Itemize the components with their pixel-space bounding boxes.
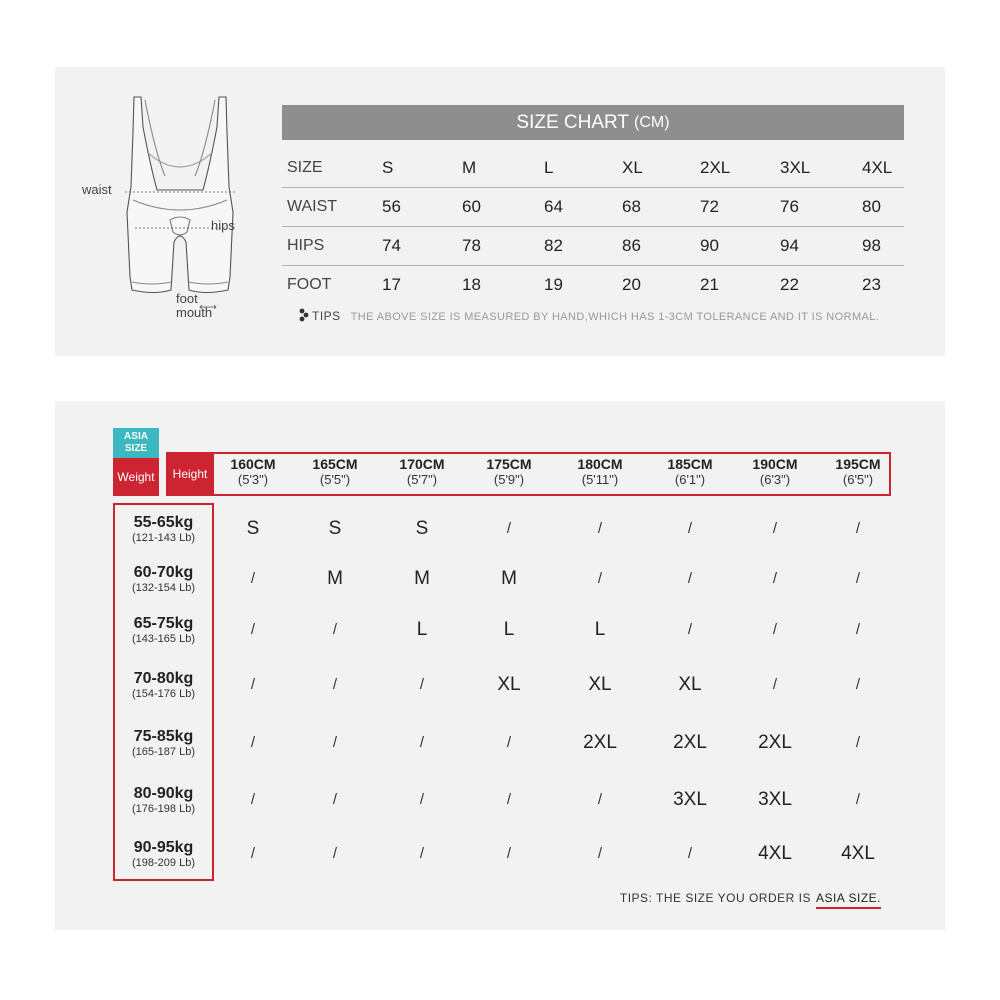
weight-lb: (154-176 Lb)	[132, 688, 195, 700]
asia-size-cell: /	[855, 621, 861, 638]
size-chart-cell: 56	[382, 197, 401, 216]
tips-label: TIPS	[312, 309, 341, 323]
height-cm: 160CM	[230, 456, 276, 472]
height-column-header	[650, 456, 730, 487]
asia-size-cell: /	[250, 845, 256, 862]
weight-kg: 65-75kg	[133, 615, 194, 632]
asia-size-cell: /	[855, 676, 861, 693]
asia-size-cell: /	[687, 845, 693, 862]
asia-size-cell: 3XL	[758, 789, 792, 810]
size-chart-cell: 98	[862, 236, 881, 255]
height-ft: (6'1")	[674, 472, 706, 487]
height-tag-text: Height	[172, 467, 208, 481]
asia-size-cell: /	[419, 734, 425, 751]
size-chart-cell: 82	[544, 236, 563, 255]
asia-size-cell: XL	[497, 674, 521, 695]
weight-row-label	[115, 728, 212, 759]
size-chart-cell: 86	[622, 236, 641, 255]
height-cm: 180CM	[577, 456, 623, 472]
height-cm: 170CM	[399, 456, 445, 472]
asia-size-cell: /	[597, 845, 603, 862]
asia-size-cell: /	[597, 570, 603, 587]
asia-size-cell: /	[332, 621, 338, 638]
size-chart-unit: (CM)	[634, 113, 670, 131]
asia-size-cell: /	[506, 734, 512, 751]
size-chart-cell: 4XL	[862, 158, 893, 177]
tips-icon	[298, 308, 310, 322]
weight-row-label	[115, 615, 212, 646]
size-chart-cell: 80	[862, 197, 881, 216]
weight-kg: 70-80kg	[133, 670, 194, 687]
bib-shorts-illustration	[75, 92, 250, 332]
weight-lb: (132-154 Lb)	[132, 582, 195, 594]
asia-size-cell: /	[855, 520, 861, 537]
height-cm: 185CM	[667, 456, 713, 472]
size-chart-cell: 3XL	[780, 158, 811, 177]
asia-size-cell: M	[327, 568, 343, 589]
asia-size-cell: /	[855, 570, 861, 587]
asia-size-cell: /	[419, 676, 425, 693]
height-ft: (5'3")	[237, 472, 269, 487]
hips-label: hips	[211, 218, 235, 233]
size-chart-row-label: FOOT	[287, 276, 332, 293]
asia-size-cell: M	[501, 568, 517, 589]
asia-size-footnote	[620, 891, 881, 905]
height-ft: (6'5")	[842, 472, 874, 487]
asia-size-cell: /	[687, 520, 693, 537]
size-chart-cell: 21	[700, 275, 719, 294]
asia-size-cell: /	[772, 676, 778, 693]
weight-lb: (165-187 Lb)	[132, 746, 195, 758]
asia-size-cell: /	[597, 791, 603, 808]
size-chart-title-text: SIZE CHART	[516, 111, 630, 133]
asia-size-cell: /	[772, 621, 778, 638]
asia-size-cell: L	[503, 619, 515, 640]
weight-kg: 60-70kg	[133, 564, 194, 581]
asia-size-cell: 4XL	[841, 843, 875, 864]
height-column-header	[735, 456, 815, 487]
asia-size-badge-text: ASIA SIZE	[124, 431, 148, 454]
size-chart-row	[282, 148, 904, 188]
asia-size-badge	[113, 428, 159, 458]
size-chart-tips	[298, 308, 879, 324]
height-ft: (5'11")	[581, 472, 619, 487]
asia-size-cell: /	[855, 734, 861, 751]
asia-size-cell: M	[414, 568, 430, 589]
size-chart-row-label: WAIST	[287, 198, 338, 215]
size-chart-row-label: SIZE	[287, 159, 323, 176]
height-cm: 190CM	[752, 456, 798, 472]
asia-size-cell: /	[687, 621, 693, 638]
asia-size-cell: /	[332, 791, 338, 808]
weight-row-label	[115, 839, 212, 870]
height-ft: (6'3")	[759, 472, 791, 487]
asia-size-cell: S	[415, 518, 429, 539]
size-chart-row	[282, 265, 904, 304]
size-chart-cell: M	[462, 158, 477, 177]
weight-row-label	[115, 785, 212, 816]
size-chart-cell: L	[544, 158, 554, 177]
size-chart-cell: 19	[544, 275, 563, 294]
asia-size-cell: 2XL	[583, 732, 617, 753]
height-column-header	[213, 456, 293, 487]
height-column-header	[295, 456, 375, 487]
asia-size-cell: /	[250, 621, 256, 638]
asia-size-cell: /	[687, 570, 693, 587]
weight-kg: 75-85kg	[133, 728, 194, 745]
asia-size-cell: /	[506, 520, 512, 537]
asia-size-cell: /	[250, 676, 256, 693]
weight-row-label	[115, 670, 212, 701]
weight-row-label	[115, 514, 212, 545]
weight-tag-text: Weight	[117, 470, 155, 484]
weight-kg: 55-65kg	[133, 514, 194, 531]
size-chart-panel	[55, 67, 945, 356]
asia-size-cell: 3XL	[673, 789, 707, 810]
asia-size-cell: /	[250, 734, 256, 751]
height-column-header	[818, 456, 898, 487]
weight-kg: 80-90kg	[133, 785, 194, 802]
tips-text: THE ABOVE SIZE IS MEASURED BY HAND,WHICH HAS 1-3CM TOLERANCE AND IT IS NORMAL.	[350, 311, 880, 323]
size-chart-cell: 18	[462, 275, 481, 294]
height-column-header	[382, 456, 462, 487]
bib-shorts-figure	[75, 92, 250, 332]
size-chart-cell: 2XL	[700, 158, 731, 177]
footnote-prefix: TIPS: THE SIZE YOU ORDER IS	[619, 891, 811, 905]
weight-kg: 90-95kg	[133, 839, 194, 856]
height-cm: 195CM	[835, 456, 881, 472]
weight-lb: (198-209 Lb)	[132, 857, 195, 869]
footnote-highlight: ASIA SIZE.	[816, 891, 881, 909]
asia-size-cell: /	[332, 734, 338, 751]
size-chart-cell: 17	[382, 275, 401, 294]
asia-size-cell: /	[250, 570, 256, 587]
asia-size-cell: 4XL	[758, 843, 792, 864]
asia-size-cell: L	[416, 619, 428, 640]
height-column-header	[469, 456, 549, 487]
asia-size-cell: /	[250, 791, 256, 808]
height-ft: (5'7")	[406, 472, 438, 487]
size-chart-cell: 64	[544, 197, 563, 216]
asia-size-cell: /	[772, 570, 778, 587]
size-chart-cell: 90	[700, 236, 719, 255]
size-chart-cell: 76	[780, 197, 799, 216]
weight-lb: (176-198 Lb)	[132, 803, 195, 815]
asia-size-cell: /	[597, 520, 603, 537]
asia-size-cell: /	[419, 845, 425, 862]
asia-size-cell: /	[419, 791, 425, 808]
height-ft: (5'5")	[319, 472, 351, 487]
size-chart-cell: XL	[622, 158, 643, 177]
size-chart-cell: 72	[700, 197, 719, 216]
size-chart-cell: 74	[382, 236, 401, 255]
size-chart-cell: 22	[780, 275, 799, 294]
weight-tag	[113, 458, 159, 496]
weight-lb: (143-165 Lb)	[132, 633, 195, 645]
size-chart-cell: 94	[780, 236, 799, 255]
asia-size-cell: 2XL	[673, 732, 707, 753]
size-chart-row-label: HIPS	[287, 237, 325, 254]
height-column-header	[560, 456, 640, 487]
height-cm: 175CM	[486, 456, 532, 472]
asia-size-cell: 2XL	[758, 732, 792, 753]
asia-size-panel	[55, 401, 945, 930]
asia-size-cell: S	[246, 518, 260, 539]
weight-row-label	[115, 564, 212, 595]
asia-size-cell: /	[506, 845, 512, 862]
size-chart-cell: 78	[462, 236, 481, 255]
size-chart-cell: 68	[622, 197, 641, 216]
size-chart-cell: S	[382, 158, 394, 177]
asia-size-cell: /	[506, 791, 512, 808]
asia-size-cell: XL	[588, 674, 612, 695]
asia-size-cell: L	[594, 619, 606, 640]
height-tag	[166, 452, 214, 496]
size-chart-row	[282, 187, 904, 227]
asia-size-cell: /	[332, 676, 338, 693]
asia-size-cell: /	[772, 520, 778, 537]
height-cm: 165CM	[312, 456, 358, 472]
asia-size-cell: /	[855, 791, 861, 808]
waist-label: waist	[82, 182, 112, 197]
size-chart-title	[282, 105, 904, 140]
size-chart-cell: 60	[462, 197, 481, 216]
asia-size-cell: S	[328, 518, 342, 539]
asia-size-cell: /	[332, 845, 338, 862]
size-chart-cell: 20	[622, 275, 641, 294]
size-chart-cell: 23	[862, 275, 881, 294]
weight-lb: (121-143 Lb)	[132, 532, 195, 544]
foot-mouth-label: foot mouth	[176, 291, 213, 320]
asia-size-cell: XL	[678, 674, 702, 695]
height-ft: (5'9")	[493, 472, 525, 487]
size-chart-row	[282, 226, 904, 266]
